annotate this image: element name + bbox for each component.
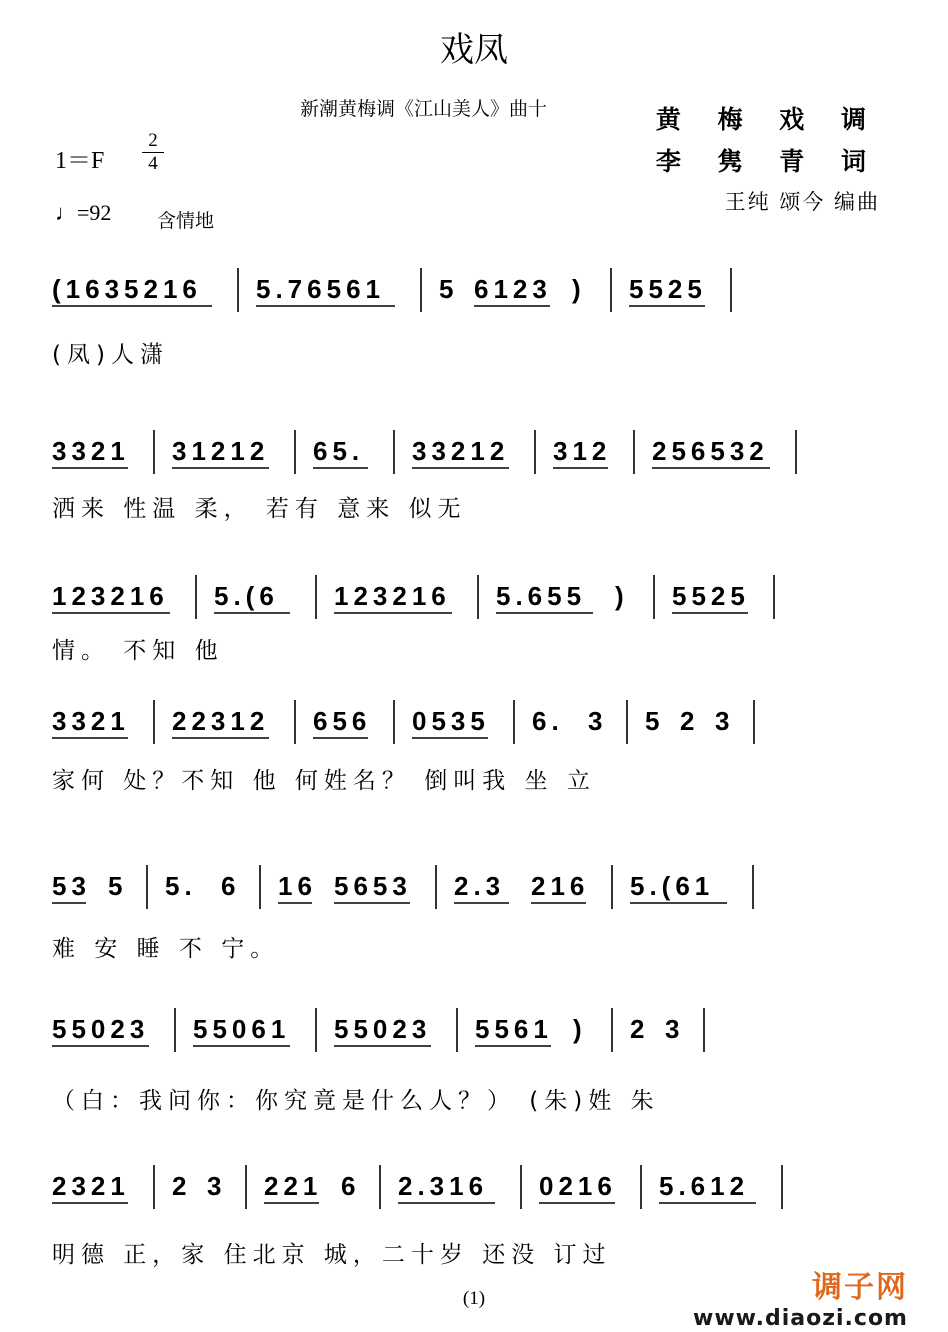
note-group: 123216 [52, 581, 169, 611]
note-group: 2 [680, 706, 700, 736]
notation-svg [40, 700, 920, 760]
lyric-line: （白：我问你：你究竟是什么人？） (朱)姓 朱 [52, 1088, 660, 1114]
note-group: 16 [278, 871, 317, 901]
note-group: 312 [553, 436, 612, 466]
notation-svg [40, 1165, 920, 1225]
notation-line [40, 1008, 920, 1068]
note-group: 2321 [52, 1171, 130, 1201]
note-group: 6 [221, 871, 241, 901]
notation-line [40, 700, 920, 760]
notation-line [40, 1165, 920, 1225]
watermark-url: www.diaozi.com [693, 1306, 908, 1331]
page-number: (1) [462, 1288, 486, 1309]
note-group: 3 [665, 1014, 685, 1044]
notation-line [40, 865, 920, 925]
lyric-line: 家何 处？不知 他 何姓名？ 倒叫我 坐 立 [52, 768, 596, 794]
tempo-marking: ♩=92 [55, 200, 112, 225]
note-group: 22312 [172, 706, 270, 736]
note-group: 0535 [412, 706, 490, 736]
watermark-brand: 调子网 [812, 1270, 908, 1305]
note-group: 5. [165, 871, 197, 901]
note-group: 256532 [652, 436, 769, 466]
meter-bottom: 4 [148, 153, 158, 174]
note-group: 5653 [334, 871, 412, 901]
credit-composer: 王纯 颂今 编曲 [724, 190, 880, 214]
note-group: 65. [313, 436, 365, 466]
note-group: ) [573, 1014, 587, 1044]
note-group: 5.76561 [256, 274, 385, 304]
note-group: 3 [207, 1171, 227, 1201]
note-group: 3321 [52, 706, 130, 736]
lyric-line: 洒来 性温 柔， 若有 意来 似无 [52, 496, 467, 522]
note-group: 3 [715, 706, 735, 736]
time-signature [142, 131, 164, 174]
lyric-line: 明德 正，家 住北京 城，二十岁 还没 订过 [52, 1242, 612, 1268]
note-group: 2 [172, 1171, 192, 1201]
notation-line [40, 575, 920, 635]
note-group: 6 [341, 1171, 361, 1201]
lyric-line: (凤)人潇 [52, 342, 169, 368]
note-group: 5.612 [659, 1171, 750, 1201]
note-group: 5 [108, 871, 128, 901]
notation-svg [40, 1008, 920, 1068]
note-group: 0216 [539, 1171, 617, 1201]
subtitle: 新潮黄梅调《江山美人》曲十 [300, 98, 548, 120]
note-group: 5561 [475, 1014, 553, 1044]
notation-svg [40, 575, 920, 635]
note-group: 6. [532, 706, 564, 736]
meter-top: 2 [148, 130, 158, 151]
note-group: 656 [313, 706, 372, 736]
note-group: 2.316 [398, 1171, 489, 1201]
note-group: 3321 [52, 436, 130, 466]
notation-line [40, 430, 920, 490]
notation-svg [40, 865, 920, 925]
note-group: ) [572, 274, 586, 304]
note-group: (1635216 [52, 274, 202, 304]
note-group: 5525 [672, 581, 750, 611]
lyric-line: 情。 不知 他 [52, 638, 224, 664]
note-group: 3 [588, 706, 608, 736]
note-group: 5.(6 [214, 581, 279, 611]
lyric-line: 难 安 睡 不 宁。 [52, 936, 280, 962]
note-group: 6123 [474, 274, 552, 304]
note-group: 2.3 [454, 871, 506, 901]
note-group: ) [615, 581, 629, 611]
note-group: 5 [645, 706, 665, 736]
note-group: 55023 [52, 1014, 150, 1044]
note-group: 33212 [412, 436, 510, 466]
note-group: 216 [531, 871, 590, 901]
note-group: 55023 [334, 1014, 432, 1044]
notation-svg [40, 268, 920, 328]
note-group: 5525 [629, 274, 707, 304]
note-group: 123216 [334, 581, 451, 611]
note-group: 5 [439, 274, 459, 304]
key-signature: 1＝F [55, 148, 105, 174]
credit-genre: 黄 梅 戏 调 [655, 105, 880, 134]
note-group: 2 [630, 1014, 650, 1044]
note-group: 31212 [172, 436, 270, 466]
note-group: 221 [264, 1171, 323, 1201]
credit-lyricist: 李 隽 青 词 [655, 147, 880, 176]
note-group: 53 [52, 871, 91, 901]
expression-marking: 含情地 [157, 210, 215, 232]
note-group: 5.655 [496, 581, 587, 611]
notation-svg [40, 430, 920, 490]
note-group: 55061 [193, 1014, 291, 1044]
notation-line [40, 268, 920, 328]
watermark [693, 1262, 908, 1331]
note-group: 5.(61 [630, 871, 715, 901]
page-title: 戏凤 [440, 30, 508, 70]
